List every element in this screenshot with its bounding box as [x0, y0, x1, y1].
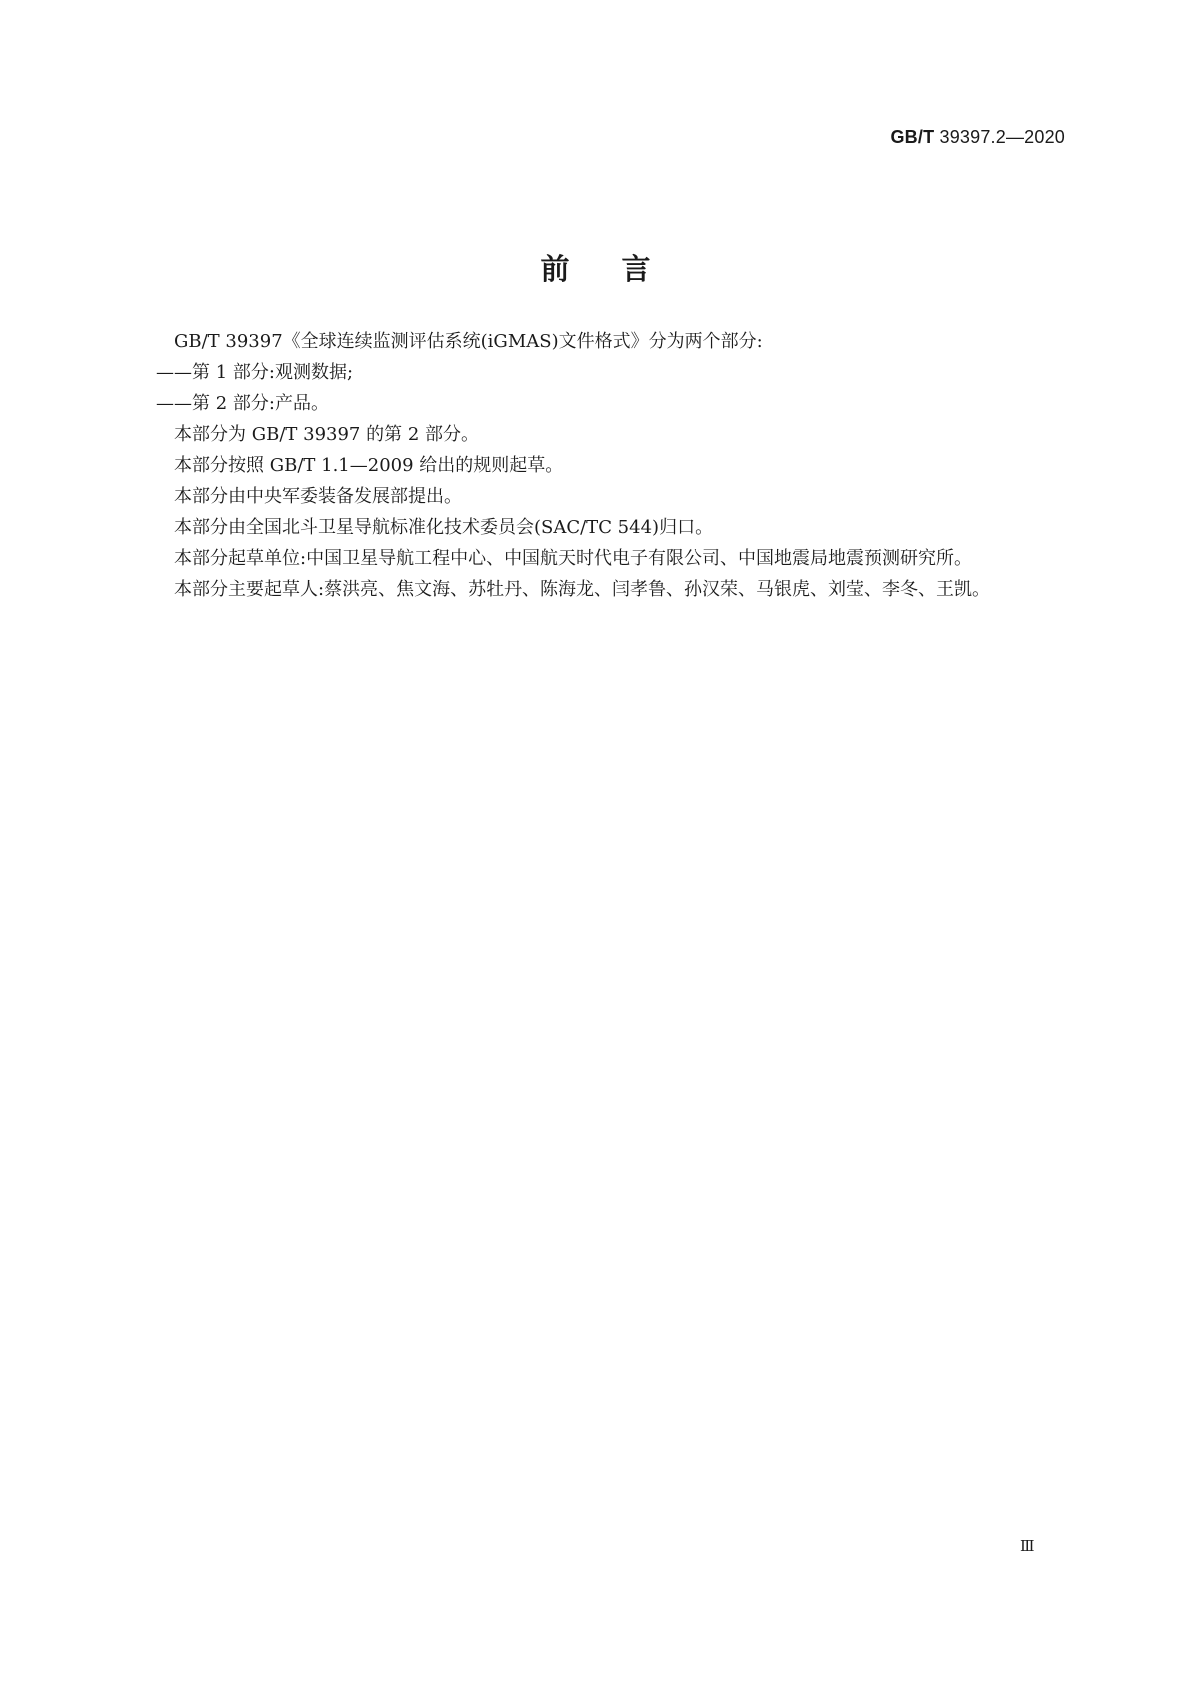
- foreword-body: [120, 326, 1065, 605]
- paragraph-administrator: 本部分由全国北斗卫星导航标准化技术委员会(SAC/TC 544)归口。: [174, 517, 714, 538]
- paragraph-parts-intro: GB/T 39397《全球连续监测评估系统(iGMAS)文件格式》分为两个部分:: [174, 331, 763, 352]
- paragraph-drafting-units: 本部分起草单位:中国卫星导航工程中心、中国航天时代电子有限公司、中国地震局地震预测研究所。: [174, 548, 973, 569]
- page-title: 前言: [540, 252, 703, 287]
- standard-code-prefix: GB/T: [890, 127, 935, 147]
- paragraph-drafting-rules: 本部分按照 GB/T 1.1—2009 给出的规则起草。: [174, 455, 564, 476]
- standard-code-number: 39397.2—2020: [934, 127, 1065, 147]
- standard-code: [890, 127, 1065, 148]
- list-item-part-2: ——第 2 部分:产品。: [156, 393, 329, 414]
- list-item-part-1: ——第 1 部分:观测数据;: [156, 362, 354, 383]
- paragraph-proposer: 本部分由中央军委装备发展部提出。: [174, 486, 462, 507]
- page-number: Ⅲ: [1020, 1537, 1035, 1555]
- paragraph-drafters: 本部分主要起草人:蔡洪亮、焦文海、苏牡丹、陈海龙、闫孝鲁、孙汉荣、马银虎、刘莹、李冬、王凯。: [174, 579, 991, 600]
- paragraph-part-scope: 本部分为 GB/T 39397 的第 2 部分。: [174, 424, 479, 445]
